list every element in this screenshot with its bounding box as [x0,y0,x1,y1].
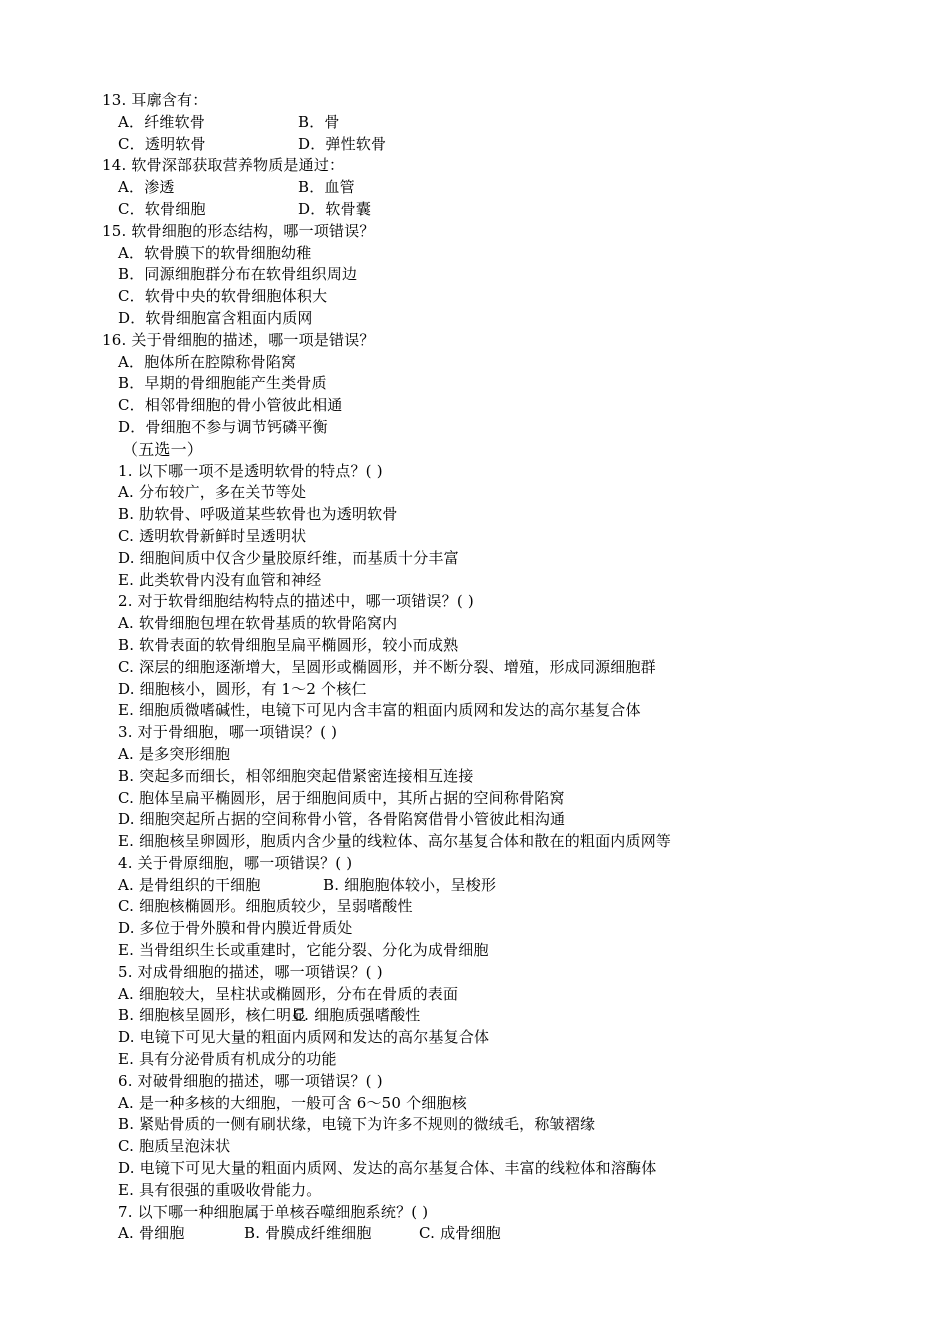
question-5-stem: 5. 对成骨细胞的描述，哪一项错误？( ) [118,962,383,981]
option-e: E. 细胞质微嗜碱性，电镜下可见内含丰富的粗面内质网和发达的高尔基复合体 [118,701,641,720]
option-d: D．软骨细胞富含粗面内质网 [118,308,313,327]
option-d: D．软骨囊 [298,199,372,218]
question-14-options-row-1 [102,177,842,199]
option-c: C. 成骨细胞 [419,1224,501,1243]
option-e: E. 具有很强的重吸收骨能力。 [118,1180,322,1199]
option-b: B. 骨膜成纤维细胞 [244,1224,372,1243]
option-a: A. 骨细胞 [118,1224,185,1243]
option-e: E. 细胞核呈卵圆形，胞质内含少量的线粒体、高尔基复合体和散在的粗面内质网等 [118,832,672,851]
option-d: D. 细胞间质中仅含少量胶原纤维，而基质十分丰富 [118,548,459,567]
option-b: B. 细胞核呈圆形，核仁明显 [118,1006,307,1025]
option-c: C．相邻骨细胞的骨小管彼此相通 [118,396,343,415]
option-e: E. 此类软骨内没有血管和神经 [118,570,322,589]
option-a: A．胞体所在腔隙称骨陷窝 [118,352,297,371]
option-c: C. 胞质呈泡沫状 [118,1137,231,1156]
question-7-stem: 7. 以下哪一种细胞属于单核吞噬细胞系统？( ) [118,1202,429,1221]
option-b: B．同源细胞群分布在软骨组织周边 [118,265,358,284]
option-d: D．弹性软骨 [298,134,387,153]
question-2-stem: 2. 对于软骨细胞结构特点的描述中，哪一项错误？( ) [118,592,474,611]
option-c: C. 透明软骨新鲜时呈透明状 [118,526,307,545]
question-16-stem: 16. 关于骨细胞的描述，哪一项是错误？ [102,330,375,349]
option-b: B. 肋软骨、呼吸道某些软骨也为透明软骨 [118,505,398,524]
option-b: B. 紧贴骨质的一侧有刷状缘，电镜下为许多不规则的微绒毛，称皱褶缘 [118,1115,596,1134]
question-6-stem: 6. 对破骨细胞的描述，哪一项错误？( ) [118,1071,383,1090]
document-page [102,90,842,1245]
option-b: B．早期的骨细胞能产生类骨质 [118,374,327,393]
option-a: A. 细胞较大，呈柱状或椭圆形，分布在骨质的表面 [118,984,459,1003]
option-d: D．骨细胞不参与调节钙磷平衡 [118,417,328,436]
option-d: D. 电镜下可见大量的粗面内质网和发达的高尔基复合体 [118,1028,490,1047]
option-c: C．软骨中央的软骨细胞体积大 [118,287,328,306]
question-13-options-row-1 [102,112,842,134]
option-a: A．纤维软骨 [118,112,206,131]
question-15-stem: 15. 软骨细胞的形态结构，哪一项错误？ [102,221,375,240]
option-d: D. 多位于骨外膜和骨内膜近骨质处 [118,919,353,938]
option-a: A. 分布较广，多在关节等处 [118,483,307,502]
option-c: C. 深层的细胞逐渐增大，呈圆形或椭圆形，并不断分裂、增殖，形成同源细胞群 [118,657,656,676]
option-a: A．渗透 [118,178,175,197]
option-b: B．骨 [298,112,340,131]
option-c: C. 胞体呈扁平椭圆形，居于细胞间质中，其所占据的空间称骨陷窝 [118,788,565,807]
question-14-stem: 14. 软骨深部获取营养物质是通过： [102,156,345,175]
option-b: B．血管 [298,178,355,197]
question-14-options-row-2 [102,199,842,221]
option-c: C. 细胞核椭圆形。细胞质较少，呈弱嗜酸性 [118,897,413,916]
question-5-options-row-2 [102,1005,842,1027]
option-c: C．透明软骨 [118,134,206,153]
option-a: A. 软骨细胞包埋在软骨基质的软骨陷窝内 [118,614,398,633]
option-b: B. 细胞胞体较小，呈梭形 [323,875,497,894]
question-4-options-row-1 [102,875,842,897]
question-13-options-row-2 [102,134,842,156]
question-4-stem: 4. 关于骨原细胞，哪一项错误？( ) [118,853,353,872]
option-b: B. 突起多而细长，相邻细胞突起借紧密连接相互连接 [118,766,474,785]
question-3-stem: 3. 对于骨细胞，哪一项错误？( ) [118,723,338,742]
option-e: E. 具有分泌骨质有机成分的功能 [118,1050,337,1069]
question-1-stem: 1. 以下哪一项不是透明软骨的特点？( ) [118,461,383,480]
option-d: D. 细胞核小，圆形，有 1～2 个核仁 [118,679,367,698]
section-title: （五选一） [122,439,204,459]
option-a: A．软骨膜下的软骨细胞幼稚 [118,243,312,262]
question-13-stem: 13. 耳廓含有： [102,91,208,109]
option-d: D. 电镜下可见大量的粗面内质网、发达的高尔基复合体、丰富的线粒体和溶酶体 [118,1159,657,1178]
option-c: C. 细胞质强嗜酸性 [293,1006,421,1025]
question-7-options-row-1 [102,1223,842,1245]
option-a: A. 是多突形细胞 [118,744,231,763]
option-c: C．软骨细胞 [118,199,206,218]
option-a: A. 是骨组织的干细胞 [118,875,261,894]
option-d: D. 细胞突起所占据的空间称骨小管，各骨陷窝借骨小管彼此相沟通 [118,810,566,829]
option-e: E. 当骨组织生长或重建时，它能分裂、分化为成骨细胞 [118,941,489,960]
option-a: A. 是一种多核的大细胞，一般可含 6～50 个细胞核 [118,1093,467,1112]
option-b: B. 软骨表面的软骨细胞呈扁平椭圆形，较小而成熟 [118,635,459,654]
